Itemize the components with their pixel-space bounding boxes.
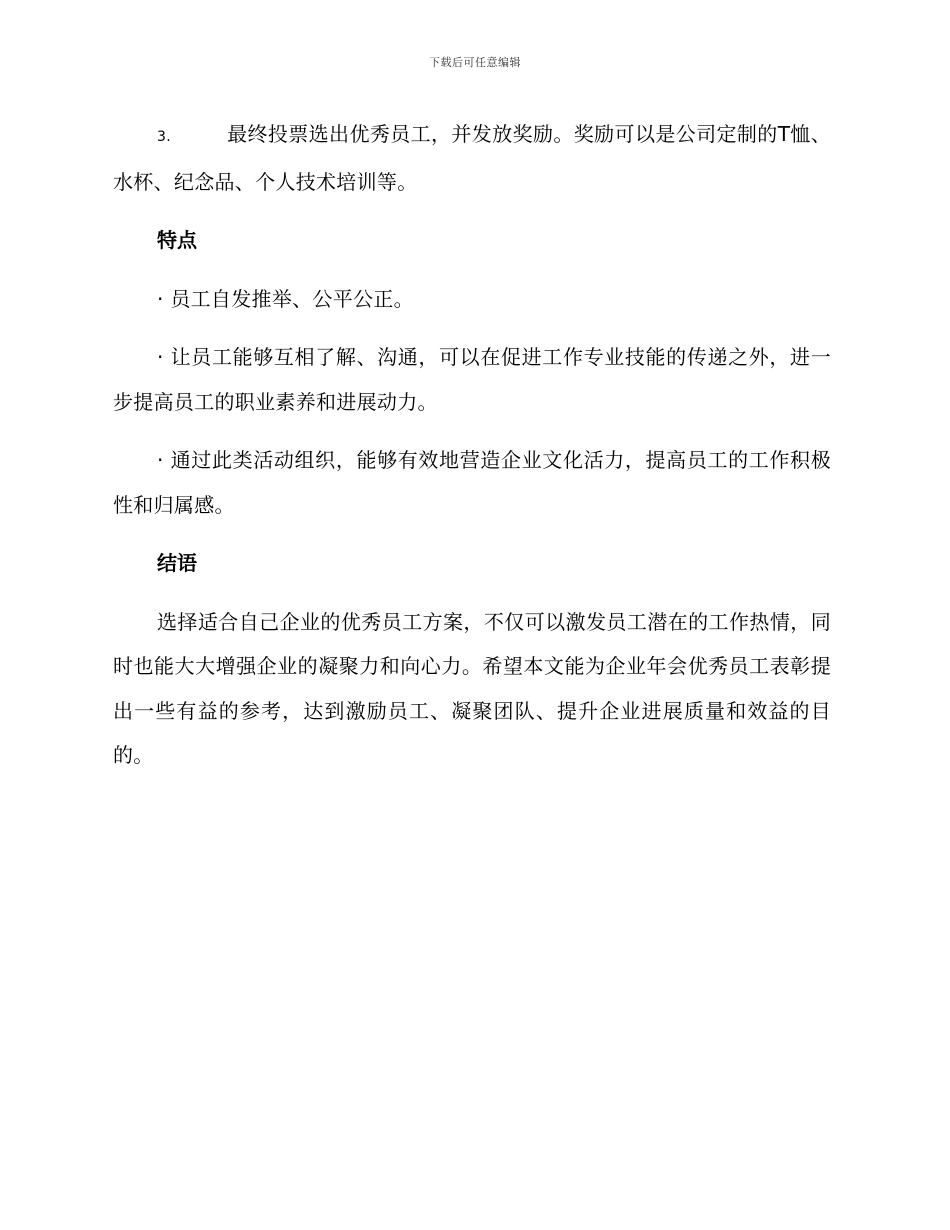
feature-item-3: · 通过此类活动组织，能够有效地营造企业文化活力，提高员工的工作积极性和归属感。 [113,448,831,517]
step-3-paragraph [113,112,831,204]
feature-item-2: · 让员工能够互相了解、沟通，可以在促进工作专业技能的传递之外，进一步提高员工的职业素养和进展动力。 [113,345,831,414]
document-body [113,112,831,778]
feature-item-1: · 员工自发推举、公平公正。 [157,286,414,311]
conclusion-heading: 结语 [157,551,197,575]
conclusion-paragraph: 选择适合自己企业的优秀员工方案，不仅可以激发员工潜在的工作热情，同时也能大大增强企业的凝聚力和向心力。希望本文能为企业年会优秀员工表彰提出一些有益的参考，达到激励员工、凝聚团队、提升企业进展质量和效益的目的。 [113,609,831,767]
page-header-note: 下载后可任意编辑 [429,56,521,69]
features-heading: 特点 [157,228,197,252]
step-3-text: 最终投票选出优秀员工，并发放奖励。奖励可以是公司定制的T恤、水杯、纪念品、个人技术培训等。 [113,122,831,194]
step-number: 3. [157,129,171,145]
